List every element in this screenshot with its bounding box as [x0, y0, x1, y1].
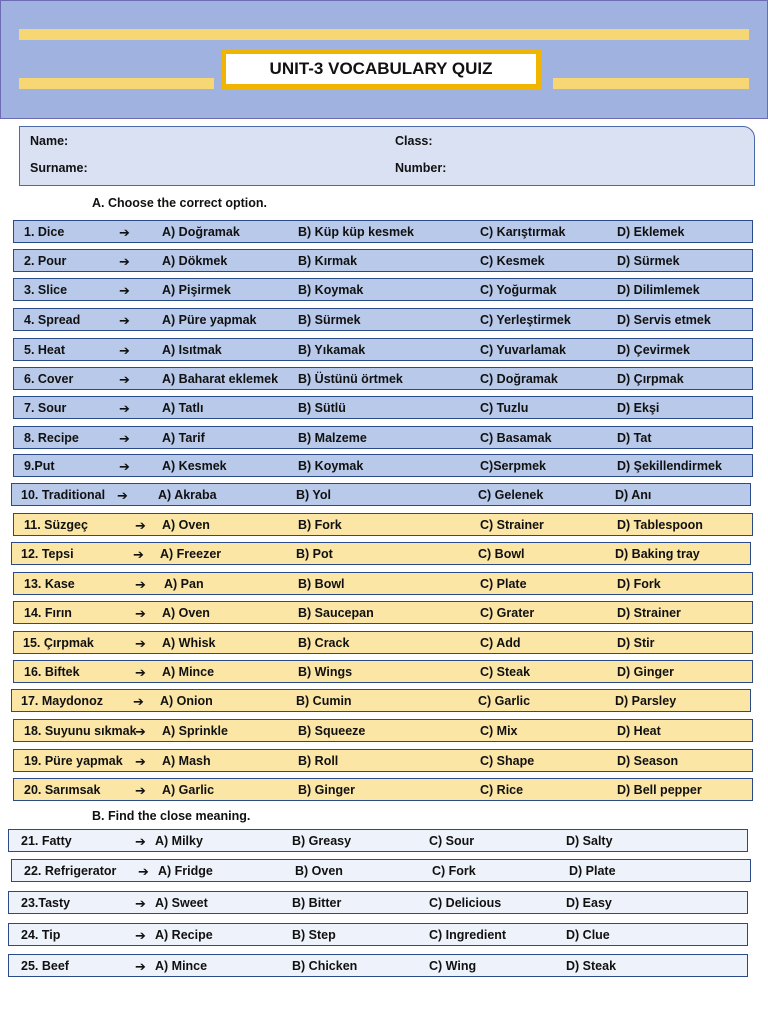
option-d[interactable]: D) Stir [617, 636, 655, 650]
option-a[interactable]: A) Garlic [162, 783, 215, 797]
question-row [13, 249, 753, 272]
option-d[interactable]: D) Çırpmak [617, 372, 684, 386]
question-row [13, 719, 753, 742]
banner-stripe [19, 78, 214, 89]
option-d[interactable]: D) Steak [566, 959, 617, 973]
question-row [13, 308, 753, 331]
question-term: 4. Spread [24, 313, 81, 327]
question-row [13, 749, 753, 772]
option-b[interactable]: B) Pot [296, 547, 333, 561]
question-row [8, 829, 748, 852]
option-d[interactable]: D) Strainer [617, 606, 681, 620]
arrow-icon: ➔ [119, 283, 130, 298]
option-d[interactable]: D) Baking tray [615, 547, 700, 561]
option-d[interactable]: D) Ginger [617, 665, 674, 679]
option-c[interactable]: C) Doğramak [480, 372, 558, 386]
option-d[interactable]: D) Plate [569, 864, 616, 878]
option-a[interactable]: A) Milky [155, 834, 203, 848]
option-a[interactable]: A) Pan [164, 577, 204, 591]
question-row [13, 396, 753, 419]
number-label: Number: [395, 161, 447, 175]
option-d[interactable]: D) Tablespoon [617, 518, 703, 532]
option-a[interactable]: A) Pişirmek [162, 283, 231, 297]
question-term: 6. Cover [24, 372, 74, 386]
option-c[interactable]: C) Fork [432, 864, 476, 878]
option-a[interactable]: A) Tatlı [162, 401, 204, 415]
student-info-box [19, 126, 755, 186]
question-row [8, 954, 748, 977]
option-d[interactable]: D) Anı [615, 488, 652, 502]
arrow-icon: ➔ [135, 896, 146, 911]
option-d[interactable]: D) Şekillendirmek [617, 459, 722, 473]
question-row [11, 689, 751, 712]
option-a[interactable]: A) Tarif [162, 431, 205, 445]
option-d[interactable]: D) Çevirmek [617, 343, 690, 357]
arrow-icon: ➔ [119, 343, 130, 358]
arrow-icon: ➔ [135, 577, 146, 592]
question-term: 21. Fatty [21, 834, 72, 848]
option-c[interactable]: C) Add [480, 636, 521, 650]
option-b[interactable]: B) Malzeme [298, 431, 367, 445]
question-row [13, 631, 753, 654]
option-c[interactable]: C) Garlic [478, 694, 531, 708]
option-b[interactable]: B) Yol [296, 488, 331, 502]
option-a[interactable]: A) Dökmek [162, 254, 228, 268]
arrow-icon: ➔ [119, 401, 130, 416]
option-d[interactable]: D) Servis etmek [617, 313, 711, 327]
arrow-icon: ➔ [117, 488, 128, 503]
question-term: 17. Maydonoz [21, 694, 103, 708]
option-a[interactable]: A) Oven [162, 606, 210, 620]
option-c[interactable]: C) Sour [429, 834, 475, 848]
arrow-icon: ➔ [135, 834, 146, 849]
option-c[interactable]: C) Steak [480, 665, 531, 679]
question-term: 19. Püre yapmak [24, 754, 123, 768]
option-a[interactable]: A) Oven [162, 518, 210, 532]
option-d[interactable]: D) Salty [566, 834, 613, 848]
section-a-heading: A. Choose the correct option. [92, 196, 268, 210]
question-row [13, 601, 753, 624]
option-b[interactable]: B) Ginger [298, 783, 355, 797]
option-d[interactable]: D) Easy [566, 896, 612, 910]
option-c[interactable]: C) Delicious [429, 896, 502, 910]
banner-stripe [553, 78, 749, 89]
option-b[interactable]: B) Squeeze [298, 724, 366, 738]
option-d[interactable]: D) Clue [566, 928, 610, 942]
option-c[interactable]: C) Mix [480, 724, 518, 738]
question-term: 16. Biftek [24, 665, 80, 679]
header-banner [0, 0, 768, 119]
option-d[interactable]: D) Heat [617, 724, 661, 738]
question-row [11, 859, 751, 882]
arrow-icon: ➔ [135, 665, 146, 680]
option-a[interactable]: A) Mince [155, 959, 208, 973]
option-b[interactable]: B) Oven [295, 864, 343, 878]
option-b[interactable]: B) Chicken [292, 959, 358, 973]
surname-label: Surname: [30, 161, 88, 175]
question-row [13, 367, 753, 390]
arrow-icon: ➔ [135, 606, 146, 621]
question-row [8, 923, 748, 946]
arrow-icon: ➔ [135, 928, 146, 943]
option-c[interactable]: C) Tuzlu [480, 401, 529, 415]
option-c[interactable]: C) Karıştırmak [480, 225, 566, 239]
option-b[interactable]: B) Sütlü [298, 401, 346, 415]
arrow-icon: ➔ [119, 225, 130, 240]
option-a[interactable]: A) Doğramak [162, 225, 240, 239]
option-b[interactable]: B) Roll [298, 754, 339, 768]
question-term: 20. Sarımsak [24, 783, 101, 797]
option-c[interactable]: C) Yerleştirmek [480, 313, 571, 327]
question-term: 25. Beef [21, 959, 69, 973]
arrow-icon: ➔ [119, 254, 130, 269]
option-c[interactable]: C) Grater [480, 606, 535, 620]
arrow-icon: ➔ [133, 547, 144, 562]
option-c[interactable]: C) Basamak [480, 431, 552, 445]
question-term: 18. Suyunu sıkmak [24, 724, 137, 738]
option-b[interactable]: B) Step [292, 928, 336, 942]
option-a[interactable]: A) Whisk [162, 636, 216, 650]
arrow-icon: ➔ [119, 313, 130, 328]
option-b[interactable]: B) Koymak [298, 283, 364, 297]
option-c[interactable]: C) Plate [480, 577, 527, 591]
option-b[interactable]: B) Yıkamak [298, 343, 366, 357]
quiz-title: UNIT-3 VOCABULARY QUIZ [221, 49, 541, 89]
option-b[interactable]: B) Cumin [296, 694, 352, 708]
option-b[interactable]: B) Bitter [292, 896, 342, 910]
option-b[interactable]: B) Koymak [298, 459, 364, 473]
option-b[interactable]: B) Saucepan [298, 606, 374, 620]
option-d[interactable]: D) Sürmek [617, 254, 680, 268]
arrow-icon: ➔ [133, 694, 144, 709]
arrow-icon: ➔ [135, 636, 146, 651]
question-term: 8. Recipe [24, 431, 79, 445]
option-b[interactable]: B) Greasy [292, 834, 352, 848]
question-term: 2. Pour [24, 254, 67, 268]
question-row [13, 513, 753, 536]
option-a[interactable]: A) Isıtmak [162, 343, 222, 357]
question-term: 23.Tasty [21, 896, 71, 910]
option-c[interactable]: C) Strainer [480, 518, 544, 532]
question-term: 15. Çırpmak [23, 636, 94, 650]
option-c[interactable]: C)Serpmek [480, 459, 546, 473]
question-row [13, 426, 753, 449]
question-term: 7. Sour [24, 401, 67, 415]
option-c[interactable]: C) Gelenek [478, 488, 544, 502]
option-d[interactable]: D) Bell pepper [617, 783, 702, 797]
arrow-icon: ➔ [135, 518, 146, 533]
question-term: 12. Tepsi [21, 547, 74, 561]
name-label: Name: [30, 134, 69, 148]
option-a[interactable]: A) Mash [162, 754, 211, 768]
option-a[interactable]: A) Sprinkle [162, 724, 228, 738]
option-d[interactable]: D) Tat [617, 431, 652, 445]
question-term: 11. Süzgeç [24, 518, 88, 532]
question-term: 3. Slice [24, 283, 68, 297]
option-a[interactable]: A) Akraba [158, 488, 217, 502]
question-row [13, 278, 753, 301]
option-d[interactable]: D) Fork [617, 577, 661, 591]
question-row [8, 891, 748, 914]
question-row [13, 778, 753, 801]
question-term: 13. Kase [24, 577, 75, 591]
option-a[interactable]: A) Onion [160, 694, 213, 708]
option-d[interactable]: D) Parsley [615, 694, 677, 708]
option-c[interactable]: C) Yoğurmak [480, 283, 557, 297]
option-c[interactable]: C) Yuvarlamak [480, 343, 566, 357]
option-c[interactable]: C) Bowl [478, 547, 525, 561]
arrow-icon: ➔ [119, 459, 130, 474]
question-term: 22. Refrigerator [24, 864, 117, 878]
option-b[interactable]: B) Üstünü örtmek [298, 372, 403, 386]
option-a[interactable]: A) Püre yapmak [162, 313, 257, 327]
option-b[interactable]: B) Bowl [298, 577, 345, 591]
option-b[interactable]: B) Küp küp kesmek [298, 225, 415, 239]
question-row [13, 454, 753, 477]
option-c[interactable]: C) Kesmek [480, 254, 545, 268]
arrow-icon: ➔ [135, 959, 146, 974]
option-d[interactable]: D) Season [617, 754, 679, 768]
question-row [13, 572, 753, 595]
option-a[interactable]: A) Baharat eklemek [162, 372, 279, 386]
class-label: Class: [395, 134, 433, 148]
question-row [13, 220, 753, 243]
option-d[interactable]: D) Eklemek [617, 225, 685, 239]
section-b-heading: B. Find the close meaning. [92, 809, 251, 823]
option-b[interactable]: B) Fork [298, 518, 342, 532]
option-b[interactable]: B) Kırmak [298, 254, 358, 268]
option-a[interactable]: A) Kesmek [162, 459, 227, 473]
question-term: 24. Tip [21, 928, 61, 942]
option-a[interactable]: A) Fridge [158, 864, 213, 878]
question-row [13, 338, 753, 361]
option-d[interactable]: D) Ekşi [617, 401, 660, 415]
question-row [13, 660, 753, 683]
option-c[interactable]: C) Shape [480, 754, 535, 768]
option-c[interactable]: C) Rice [480, 783, 524, 797]
question-term: 10. Traditional [21, 488, 106, 502]
option-a[interactable]: A) Mince [162, 665, 215, 679]
arrow-icon: ➔ [119, 372, 130, 387]
option-c[interactable]: C) Ingredient [429, 928, 507, 942]
option-b[interactable]: B) Wings [298, 665, 353, 679]
arrow-icon: ➔ [119, 431, 130, 446]
arrow-icon: ➔ [138, 864, 149, 879]
option-d[interactable]: D) Dilimlemek [617, 283, 700, 297]
option-a[interactable]: A) Sweet [155, 896, 208, 910]
option-b[interactable]: B) Sürmek [298, 313, 361, 327]
arrow-icon: ➔ [135, 783, 146, 798]
question-term: 14. Fırın [24, 606, 72, 620]
banner-stripe [19, 29, 749, 40]
option-a[interactable]: A) Recipe [155, 928, 213, 942]
arrow-icon: ➔ [135, 724, 146, 739]
option-b[interactable]: B) Crack [298, 636, 350, 650]
arrow-icon: ➔ [135, 754, 146, 769]
question-row [11, 483, 751, 506]
question-term: 5. Heat [24, 343, 65, 357]
option-c[interactable]: C) Wing [429, 959, 477, 973]
question-row [11, 542, 751, 565]
question-term: 1. Dice [24, 225, 65, 239]
option-a[interactable]: A) Freezer [160, 547, 222, 561]
question-term: 9.Put [24, 459, 55, 473]
